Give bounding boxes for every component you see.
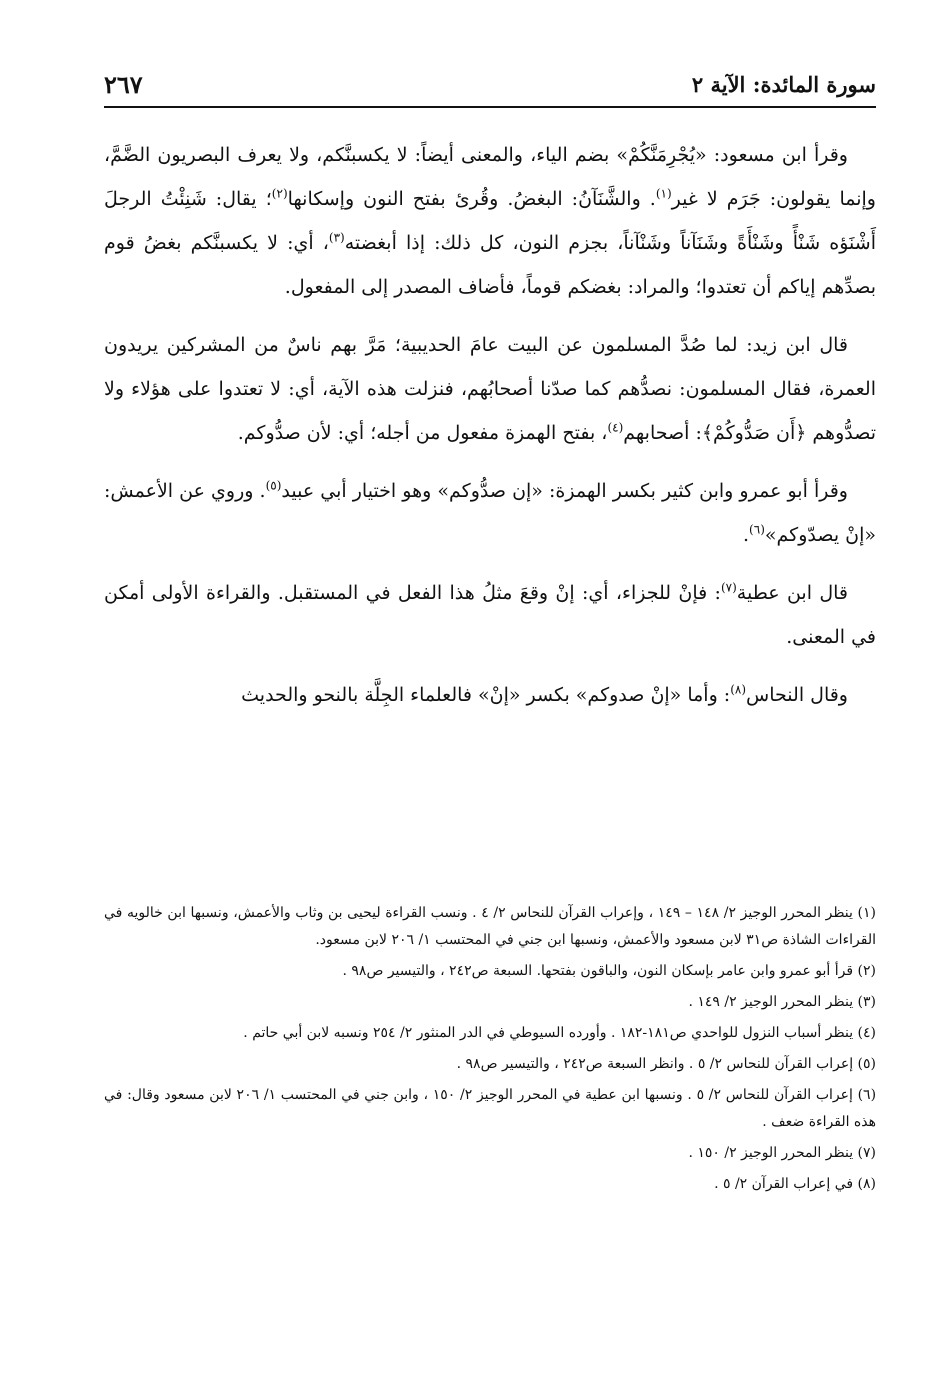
text-run: : وأما «إنْ صدوكم» بكسر «إنْ» فالعلماء الجِلَّة بالنحو والحديث xyxy=(241,684,731,706)
footnote: (٦) إعراب القرآن للنحاس ٢/ ٥ . ونسبها ابن عطية في المحرر الوجيز ٢/ ١٥٠ ، وابن جني في المحتسب ١/ ٢٠٦ لابن مسعود وقال: في هذه القراءة ضعف . xyxy=(104,1087,877,1130)
text-run: ، بفتح الهمزة مفعول من أجله؛ أي: لأن صدُّوكم. xyxy=(237,422,608,444)
header-title: سورة المائدة: الآية ٢ xyxy=(691,71,876,97)
text-run: وقال النحاس xyxy=(746,684,848,706)
text-run: . والشَّنَآنُ: البغضُ. وقُرئ بفتح النون وإسكانها xyxy=(287,188,656,210)
text-run: ، أي: لا يكسبنَّكم بغضُ قوم بصدِّهم إياكم أن تعتدوا؛ والمراد: بغضكم قوماً، فأضاف المصدر إلى المفعول. xyxy=(104,232,876,298)
footnote-ref[interactable]: (١) xyxy=(655,186,672,201)
footnote: (٥) إعراب القرآن للنحاس ٢/ ٥ . وانظر السبعة ص٢٤٢ ، والتيسير ص٩٨ . xyxy=(456,1056,876,1072)
paragraph xyxy=(104,673,876,717)
footnote: (٧) ينظر المحرر الوجيز ٢/ ١٥٠ . xyxy=(688,1145,876,1161)
paragraph xyxy=(104,469,876,557)
running-header xyxy=(104,66,876,102)
footnote-ref[interactable]: (٥) xyxy=(265,478,282,493)
text-run: وقرأ أبو عمرو وابن كثير بكسر الهمزة: «إن صدُّوكم» وهو اختيار أبي عبيد xyxy=(281,480,848,502)
footnote: (٣) ينظر المحرر الوجيز ٢/ ١٤٩ . xyxy=(688,994,876,1010)
footnote: (٤) ينظر أسباب النزول للواحدي ص١٨١-١٨٢ . وأورده السيوطي في الدر المنثور ٢/ ٢٥٤ ونسبه لابن أبي حاتم . xyxy=(243,1025,876,1041)
paragraph xyxy=(104,323,876,455)
footnote-ref[interactable]: (٢) xyxy=(271,186,288,201)
text-run: ؛ يقال: شَنِئْتُ الرجلَ أَشْنَؤه شَنْأً وشَنْأَةً وشَنَآناً وشَنْآناً، بجزم النون، كل ذلك: إذا أبغضته xyxy=(104,188,876,254)
header-rule xyxy=(104,106,876,108)
text-run: قال ابن عطية xyxy=(736,582,848,604)
footnotes xyxy=(104,900,876,1202)
paragraph xyxy=(104,133,876,309)
footnote-ref[interactable]: (٤) xyxy=(607,420,624,435)
footnote: (١) ينظر المحرر الوجيز ٢/ ١٤٨ – ١٤٩ ، وإعراب القرآن للنحاس ٢/ ٤ . ونسب القراءة ليحيى بن وثاب والأعمش، ونسبها ابن خالويه في القراءات الشاذة ص٣١ لابن مسعود والأعمش، ونسبها ابن جني في المحتسب ١/ ٢٠٦ لابن مسعود. xyxy=(104,905,877,948)
footnote-ref[interactable]: (٦) xyxy=(749,522,765,537)
footnote: (٢) قرأ أبو عمرو وابن عامر بإسكان النون، والباقون بفتحها. السبعة ص٢٤٢ ، والتيسير ص٩٨ . xyxy=(342,963,876,979)
main-text xyxy=(104,133,876,731)
text-run: : فإنْ للجزاء، أي: إنْ وقعَ مثلُ هذا الفعل في المستقبل. والقراءة الأولى أمكن في المعنى. xyxy=(104,582,876,648)
text-run: . xyxy=(743,524,750,546)
text-run: . وروي عن الأعمش: «إنْ يصدّوكم» xyxy=(104,480,876,546)
footnote-ref[interactable]: (٨) xyxy=(730,682,747,697)
page-number: ٢٦٧ xyxy=(104,69,143,99)
footnote: (٨) في إعراب القرآن ٢/ ٥ . xyxy=(714,1176,876,1192)
text-run: قال ابن زيد: لما صُدَّ المسلمون عن البيت عامَ الحديبية؛ مَرَّ بهم ناسٌ من المشركين يريدون العمرة، فقال المسلمون: نصدُّهم كما صدّنا أصحابُهم، فنزلت هذه الآية، أي: لا تعتدوا على هؤلاء ولا تصدُّوهم ﴿أَن صَدُّوكُمْ﴾: أصحابهم xyxy=(104,334,876,444)
footnote-ref[interactable]: (٣) xyxy=(328,230,345,245)
footnote-ref[interactable]: (٧) xyxy=(720,580,737,595)
text-run: وقرأ ابن مسعود: «يُجْرِمَنَّكُمْ» بضم الياء، والمعنى أيضاً: لا يكسبنَّكم، ولا يعرف البصريون الضَّمَّ، وإنما يقولون: جَرَم لا غير xyxy=(104,144,876,210)
paragraph xyxy=(104,571,876,659)
